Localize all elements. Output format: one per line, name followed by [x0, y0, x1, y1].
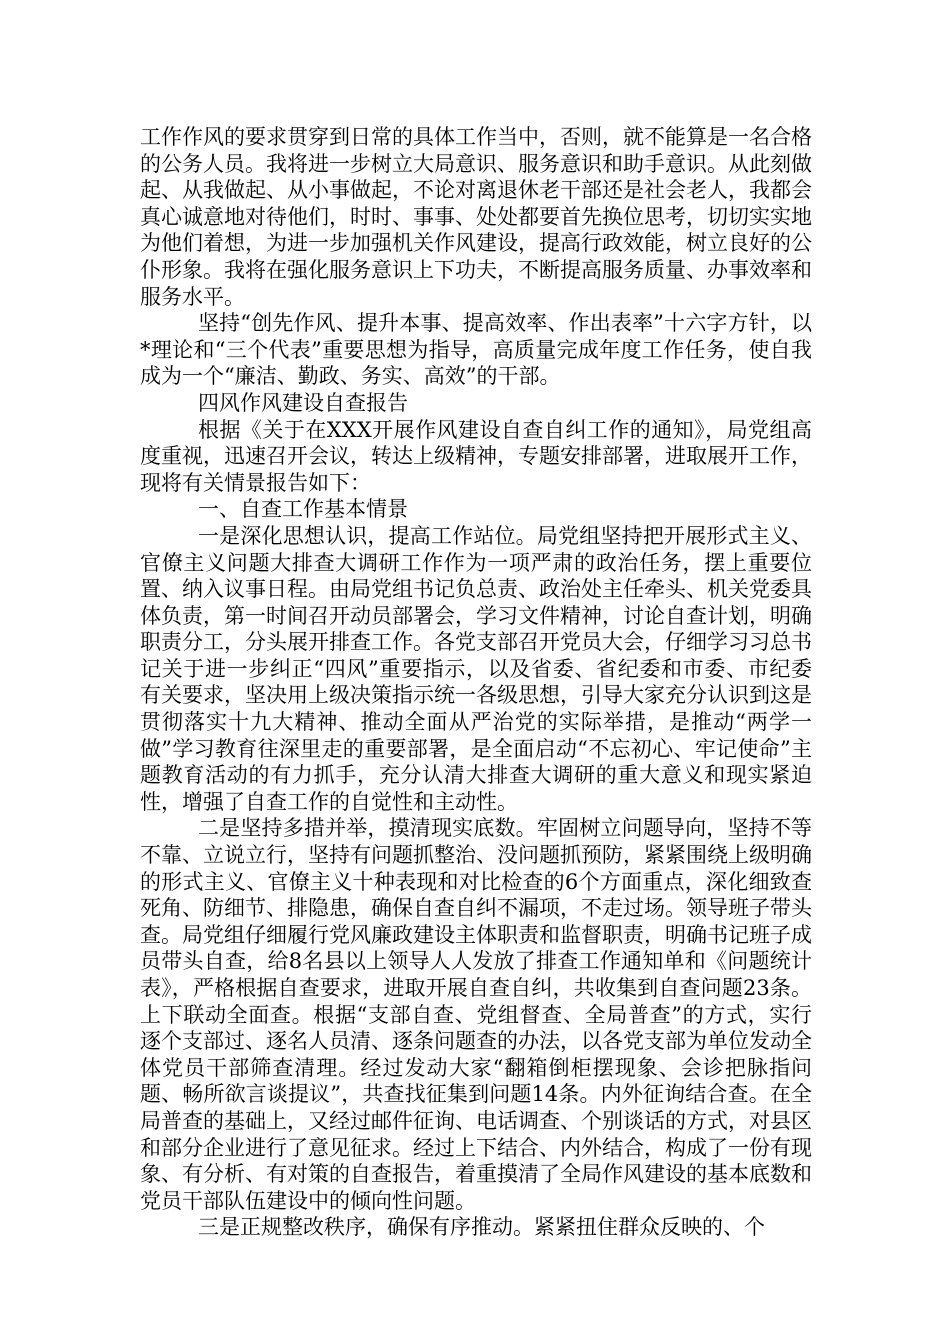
document-page [140, 124, 812, 1241]
body-paragraph: 根据《关于在XXX开展作风建设自查自纠工作的通知》，局党组高度重视，迅速召开会议，转达上级精神，专题安排部署，进取展开工作，现将有关情景报告如下： [140, 417, 812, 495]
report-title: 四风作风建设自查报告 [198, 390, 408, 415]
body-paragraph: 二是坚持多措并举，摸清现实底数。牢固树立问题导向，坚持不等不靠、立说立行，坚持有问题抓整治、没问题抓预防，紧紧围绕上级明确的形式主义、官僚主义十种表现和对比检查的6个方面重点，深化细致查死角、防细节、排隐患，确保自查自纠不漏项，不走过场。领导班子带头查。局党组仔细履行党风廉政建设主体职责和监督职责，明确书记班子成员带头自查，给8名县以上领导人人发放了排查工作通知单和《问题统计表》，严格根据自查要求，进取开展自查自纠，共收集到自查问题23条。上下联动全面查。根据“支部自查、党组督查、全局普查”的方式，实行逐个支部过、逐名人员清、逐条问题查的办法，以各党支部为单位发动全体党员干部筛查清理。经过发动大家“翻箱倒柜摆现象、会诊把脉指问题、畅所欲言谈提议”，共查找征集到问题14条。内外征询结合查。在全局普查的基础上，又经过邮件征询、电话调查、个别谈话的方式，对县区和部分企业进行了意见征求。经过上下结合、内外结合，构成了一份有现象、有分析、有对策的自查报告，着重摸清了全局作风建设的基本底数和党员干部队伍建设中的倾向性问题。 [140, 816, 812, 1213]
section-heading: 一、自查工作基本情景 [198, 497, 408, 522]
body-paragraph: 工作作风的要求贯穿到日常的具体工作当中，否则，就不能算是一名合格的公务人员。我将进一步树立大局意识、服务意识和助手意识。从此刻做起、从我做起、从小事做起，不论对离退休老干部还是社会老人，我都会真心诚意地对待他们，时时、事事、处处都要首先换位思考，切切实实地为他们着想，为进一步加强机关作风建设，提高行政效能，树立良好的公仆形象。我将在强化服务意识上下功夫，不断提高服务质量、办事效率和服务水平。 [140, 125, 812, 309]
body-paragraph: 坚持“创先作风、提升本事、提高效率、作出表率”十六字方针，以*理论和“三个代表”重要思想为指导，高质量完成年度工作任务，使自我成为一个“廉洁、勤政、务实、高效”的干部。 [140, 311, 812, 389]
body-paragraph: 三是正规整改秩序，确保有序推动。紧紧扭住群众反映的、个 [198, 1215, 765, 1240]
body-paragraph: 一是深化思想认识，提高工作站位。局党组坚持把开展形式主义、官僚主义问题大排查大调研工作作为一项严肃的政治任务，摆上重要位置、纳入议事日程。由局党组书记负总责、政治处主任牵头、机关党委具体负责，第一时间召开动员部署会，学习文件精神，讨论自查计划，明确职责分工，分头展开排查工作。各党支部召开党员大会，仔细学习习总书记关于进一步纠正“四风”重要指示，以及省委、省纪委和市委、市纪委有关要求，坚决用上级决策指示统一各级思想，引导大家充分认识到这是贯彻落实十九大精神、推动全面从严治党的实际举措，是推动“两学一做”学习教育往深里走的重要部署，是全面启动“不忘初心、牢记使命”主题教育活动的有力抓手，充分认清大排查大调研的重大意义和现实紧迫性，增强了自查工作的自觉性和主动性。 [140, 523, 812, 814]
